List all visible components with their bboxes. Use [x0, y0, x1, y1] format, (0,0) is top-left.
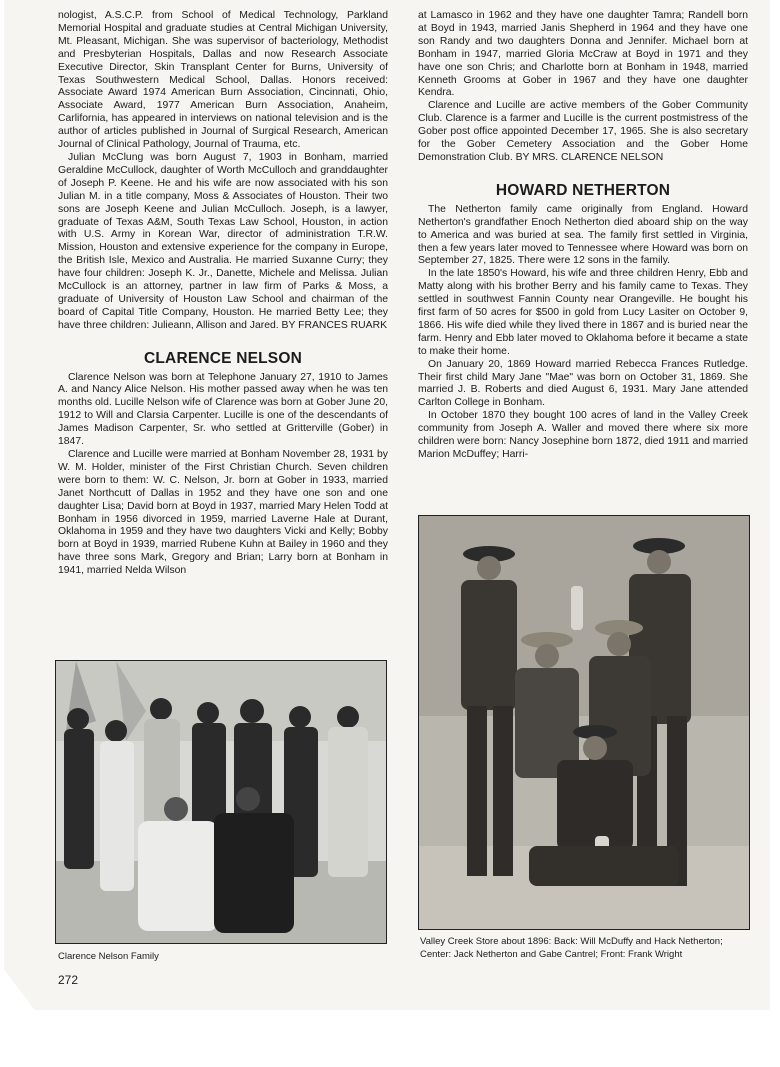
body-paragraph: at Lamasco in 1962 and they have one daughter Tamra; Randell born at Boyd in 1943, married Janis Shepherd in 1964 and they have one son Randy and two daughters Donna and Jennifer. Michael born at Bonham in 1947, married Gloria McCraw at Boyd in 1971 and they have one son Chris; and Charlotte born at Bonham in 1948, married Kenneth Grooms at Gober in 1967 and they have one daughter Kendra.: [418, 10, 748, 99]
page-number: 272: [58, 973, 79, 987]
body-paragraph: In October 1870 they bought 100 acres of land in the Valley Creek community from Joseph A. Waller and moved there where six more children were born: Nancy Josephine born 1872, died 1911 and married Marion McDuffey; Harri-: [418, 410, 748, 460]
body-paragraph: The Netherton family came originally from England. Howard Netherton's grandfather Enoch Netherton died aboard ship on the way to America and was buried at sea. The family first settled in Virginia, then a few years later moved to Tennessee where Howard was born on September 27, 1825. There were 12 sons in the family.: [418, 203, 748, 267]
photo-valley-creek-store: [418, 515, 750, 930]
body-paragraph: Clarence and Lucille are active members of the Gober Community Club. Clarence is a farmer and Lucille is the current postmistress of the Gober post office appointed December 17, 1965. She is also secretary for the Gober Cemetery Association and the Gober Home Demonstration Club. BY MRS. CLARENCE NELSON: [418, 100, 748, 163]
section-heading-clarence-nelson: CLARENCE NELSON: [143, 349, 302, 367]
right-column: [418, 10, 748, 462]
body-paragraph: nologist, A.S.C.P. from School of Medical Technology, Parkland Memorial Hospital and graduate studies at Central Michigan University, Mt. Pleasant, Michigan. She was supervisor of bacteriology, Methodist and Presbyterian Hospitals, Dallas and now Research Associate Executive Director, Skin Transplant Center for Burns, University of Texas Southwestern Medical School, Dallas. Honors received: Associate Award 1974 American Burn Association, Cincinnati, Ohio, Associate Award, 1977 American Burn Association, Anaheim, Carlifornia, has appeared in interviews on national television and is the author of articles published in Journal of Surgical Research, American Journal of Clinical Pathology, Journal of Trauma, etc.: [58, 10, 388, 151]
left-column: [58, 10, 388, 578]
body-paragraph: On January 20, 1869 Howard married Rebecca Frances Rutledge. Their first child Mary Jane "Mae" was born on October 31, 1869. She married J. B. Roberts and died August 6, 1931. Mary Jane attended Carlton College in Bonham.: [418, 358, 748, 409]
body-paragraph: In the late 1850's Howard, his wife and three children Henry, Ebb and Matty along with his brother Berry and his family came to Texas. They settled in southwest Fannin County near Orangeville. He bought his first farm of 50 acres for $500 in gold from Lucy Lasiter on October 9, 1866. His wife died while they lived there in 1867 and is buried near the farm. Henry and Ebb later moved to Oklahoma before it became a state to make their home.: [418, 268, 748, 357]
body-paragraph: Julian McClung was born August 7, 1903 in Bonham, married Geraldine McCullock, daughter of Worth McCulloch and granddaughter of Joseph P. Keene. He and his wife are now associated with his son Julian M. in a title company, Moss & Associates of Houston. Their two sons are Joseph Keene and Julian McCulloch. Joseph, is a lawyer, graduate of Texas A&M, South Texas Law School, Houston, in action with U.S. Army in Korean War, director of administration T.R.W. Mission, Houston and extensive experience for the company in Europe, the British Isle, Mexico and Australia. He married Suxanne Curry; they have four children: Joseph K. Jr., Danette, Michele and Melissa. Julian McCullock is an attorney, partner in law firm of Parks & Moss, a graduate of University of Houston Law School and chairman of the board of Capital Title Company, Houston. He married Betty Lee; they have three children: Julieann, Allison and Jared. BY FRANCES RUARK: [58, 151, 388, 331]
body-paragraph: Clarence Nelson was born at Telephone January 27, 1910 to James A. and Nancy Alice Nelson. His mother passed away when he was ten months old. Lucille Nelson wife of Clarence was born at Gober June 20, 1912 to Will and Clarsia Carpenter. Lucille is one of the descendants of James Madison Carpenter, Sr. who settled at Gritterville (Gober) in 1847.: [58, 371, 388, 448]
body-paragraph: Clarence and Lucille were married at Bonham November 28, 1931 by W. M. Holder, minister of the First Christian Church. Seven children were born to them: W. C. Nelson, Jr. born at Gober in 1933, married Janet Northcutt of Dallas in 1952 and they have one son and one daughter Lisa; David born at Boyd in 1937, married Mary Helen Todd at Bonham in 1956 divorced in 1959, married Laverne Hale at Durant, Oklahoma in 1959 and they have two daughters Vicki and Kelly; Bobby born at Boyd in 1939, married Rubene Kuhn at Bailey in 1960 and they have three sons Mark, Gregory and Brian; Larry born at Bonham in 1941, married Nelda Wilson: [58, 449, 388, 577]
photo-clarence-nelson-family: [55, 660, 387, 944]
photo-caption: Valley Creek Store about 1896: Back: Will McDuffy and Hack Netherton; Center: Jack Netherton and Gabe Cantrel; Front: Frank Wright: [420, 936, 723, 960]
section-heading-howard-netherton: HOWARD NETHERTON: [495, 181, 671, 199]
photo-caption: Clarence Nelson Family: [58, 951, 159, 962]
